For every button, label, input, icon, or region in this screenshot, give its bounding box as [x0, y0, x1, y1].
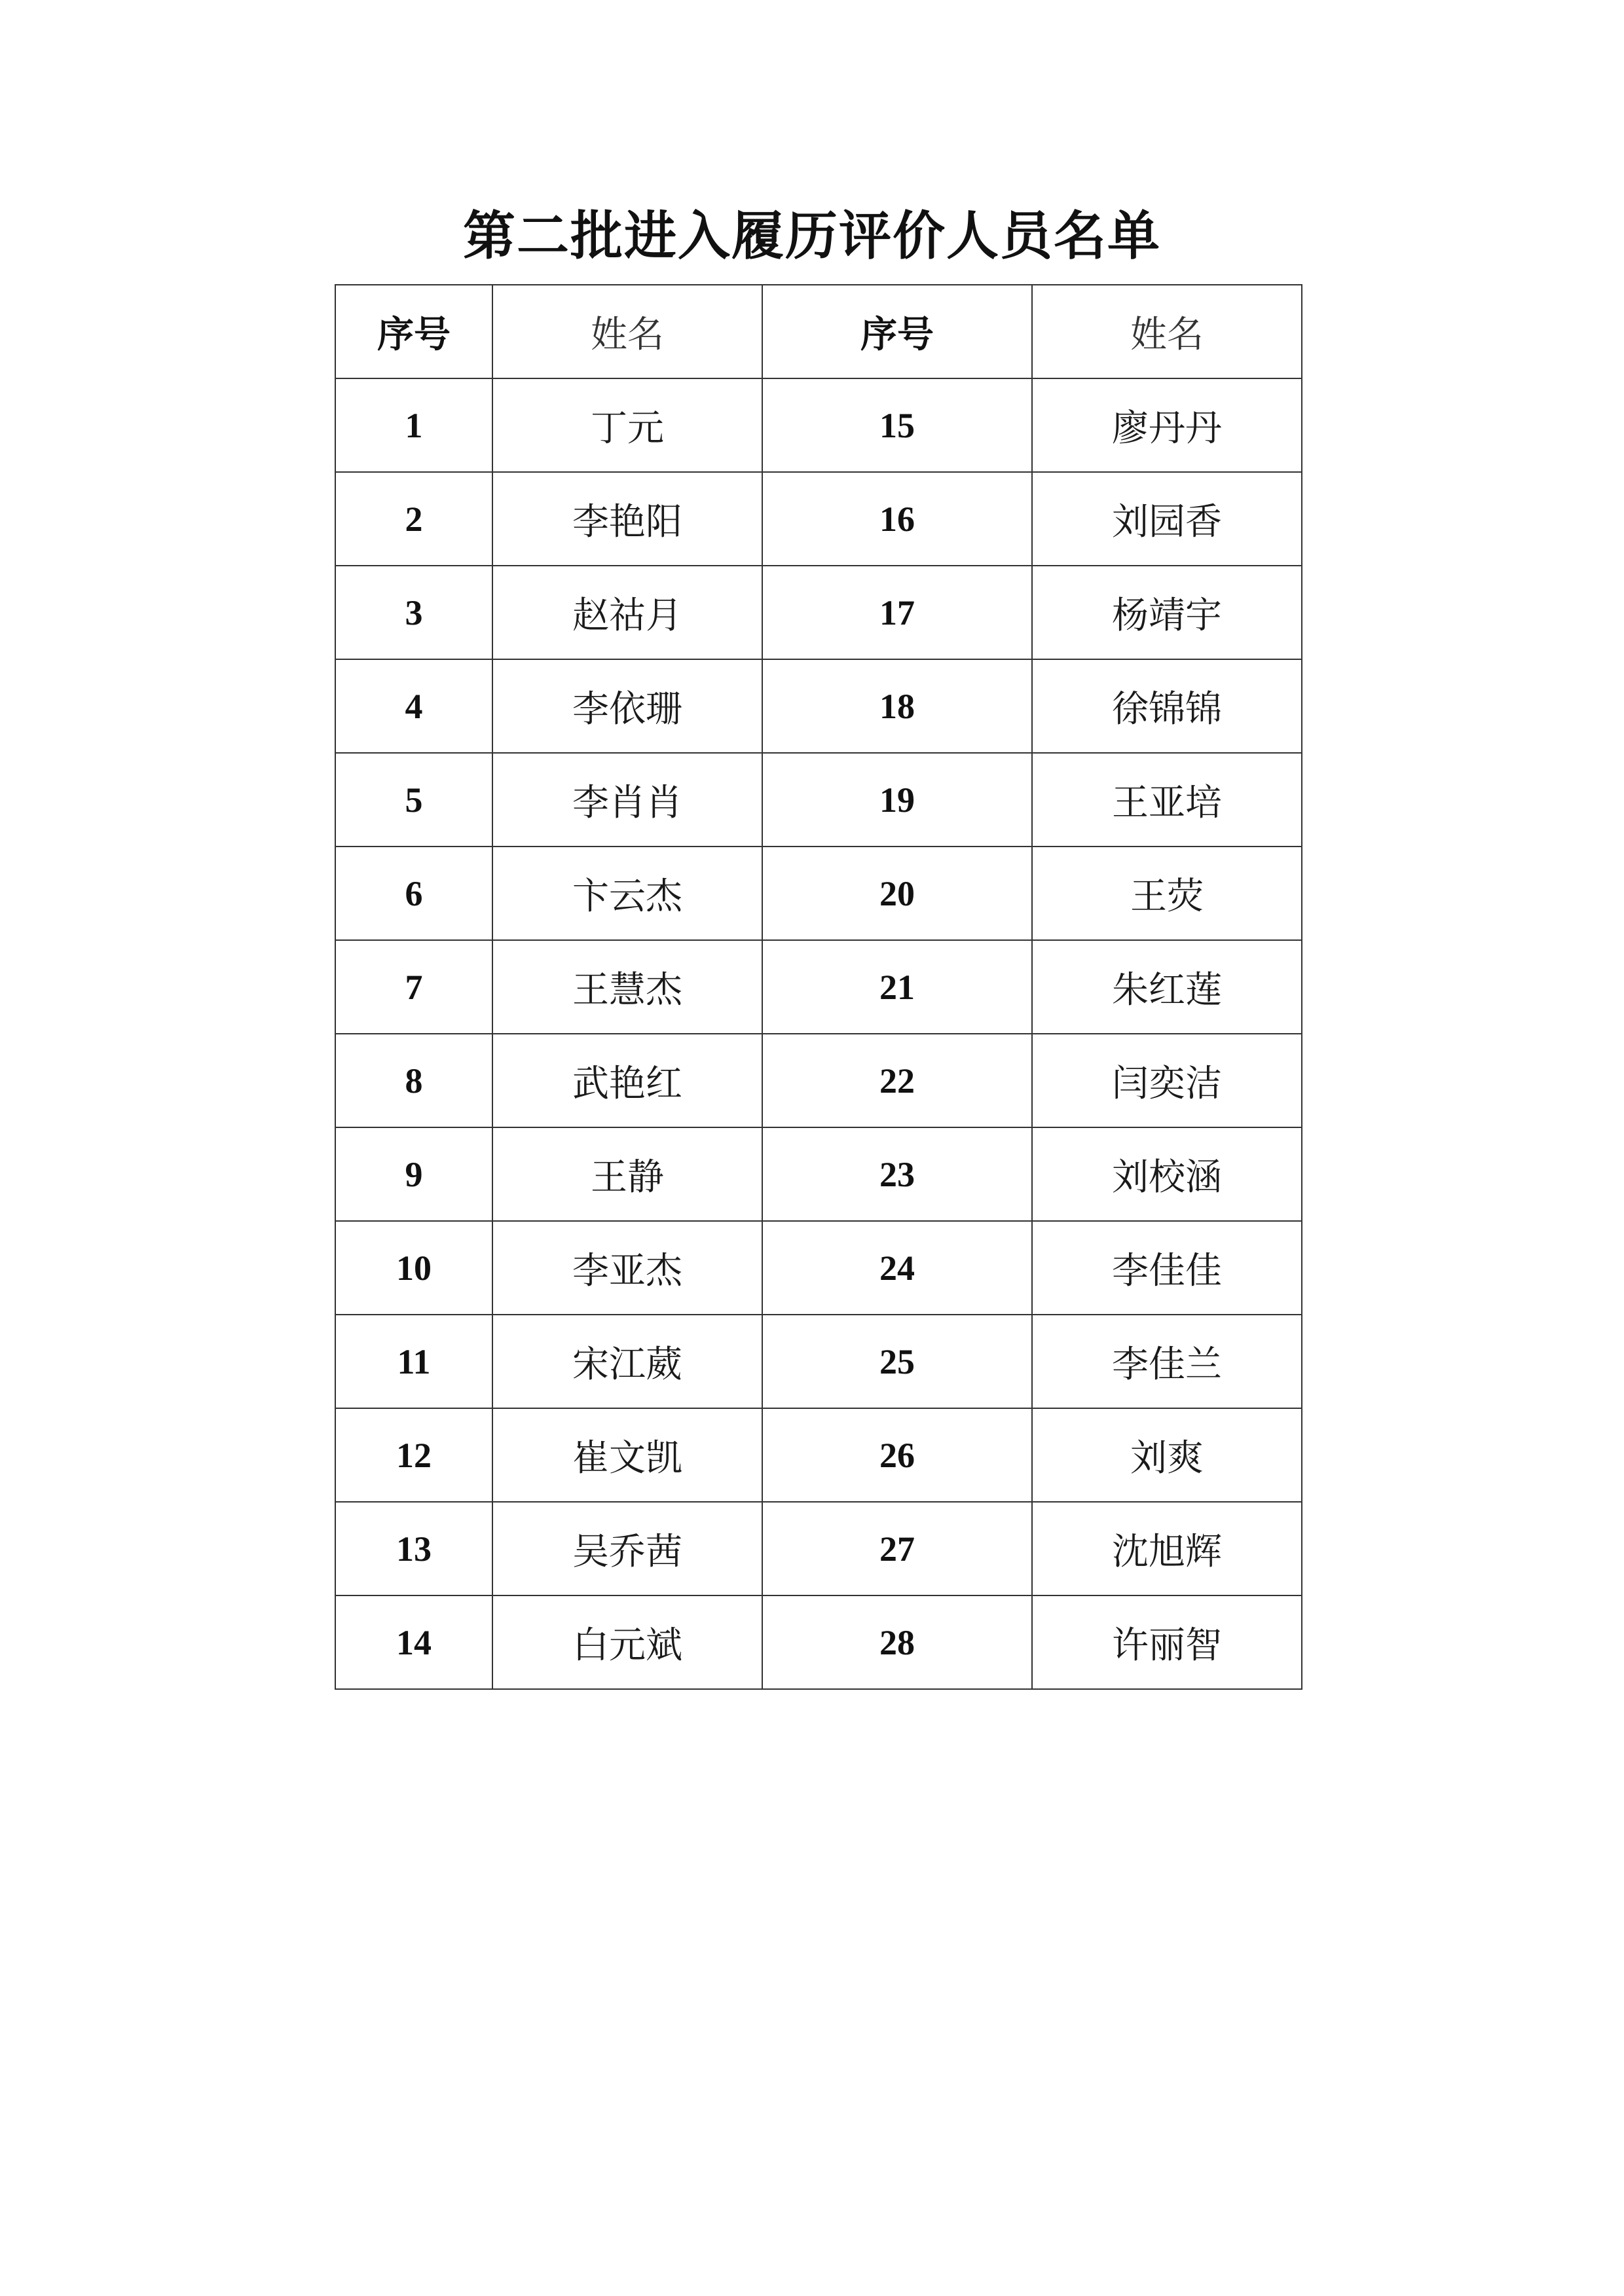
serial-number-right: 21	[762, 940, 1032, 1034]
serial-number-right: 23	[762, 1127, 1032, 1221]
person-name-left: 李肖肖	[492, 753, 762, 847]
serial-number-right: 26	[762, 1408, 1032, 1502]
person-name-right: 李佳兰	[1032, 1315, 1302, 1408]
serial-number-right: 19	[762, 753, 1032, 847]
person-name-right: 朱红莲	[1032, 940, 1302, 1034]
person-name-left: 李亚杰	[492, 1221, 762, 1315]
header-serial-left: 序号	[335, 285, 492, 378]
header-name-left: 姓名	[492, 285, 762, 378]
header-serial-right: 序号	[762, 285, 1032, 378]
page-title: 第二批进入履历评价人员名单	[463, 205, 1161, 266]
serial-number-right: 18	[762, 659, 1032, 753]
person-name-right: 刘园香	[1032, 472, 1302, 566]
person-name-right: 廖丹丹	[1032, 378, 1302, 472]
table-row	[335, 847, 1302, 940]
person-name-left: 吴乔茜	[492, 1502, 762, 1595]
table-row	[335, 1221, 1302, 1315]
person-name-right: 杨靖宇	[1032, 566, 1302, 659]
serial-number-left: 14	[335, 1595, 492, 1689]
person-name-left: 崔文凯	[492, 1408, 762, 1502]
table-row	[335, 472, 1302, 566]
table-row	[335, 1315, 1302, 1408]
serial-number-right: 25	[762, 1315, 1032, 1408]
header-name-right: 姓名	[1032, 285, 1302, 378]
serial-number-left: 12	[335, 1408, 492, 1502]
person-name-right: 徐锦锦	[1032, 659, 1302, 753]
serial-number-right: 20	[762, 847, 1032, 940]
person-name-left: 丁元	[492, 378, 762, 472]
table-row	[335, 378, 1302, 472]
serial-number-left: 7	[335, 940, 492, 1034]
table-row	[335, 1034, 1302, 1127]
table-row	[335, 659, 1302, 753]
person-name-left: 李依珊	[492, 659, 762, 753]
person-name-right: 王荧	[1032, 847, 1302, 940]
serial-number-left: 10	[335, 1221, 492, 1315]
table-row	[335, 940, 1302, 1034]
serial-number-right: 17	[762, 566, 1032, 659]
person-name-left: 白元斌	[492, 1595, 762, 1689]
table-body	[335, 378, 1302, 1689]
serial-number-right: 24	[762, 1221, 1032, 1315]
table-row	[335, 1502, 1302, 1595]
person-name-right: 许丽智	[1032, 1595, 1302, 1689]
serial-number-left: 11	[335, 1315, 492, 1408]
table-row	[335, 753, 1302, 847]
person-name-left: 王静	[492, 1127, 762, 1221]
serial-number-left: 2	[335, 472, 492, 566]
table-row	[335, 1408, 1302, 1502]
serial-number-left: 4	[335, 659, 492, 753]
serial-number-right: 22	[762, 1034, 1032, 1127]
person-name-left: 赵祜月	[492, 566, 762, 659]
table-row	[335, 1595, 1302, 1689]
serial-number-right: 27	[762, 1502, 1032, 1595]
serial-number-left: 9	[335, 1127, 492, 1221]
serial-number-left: 1	[335, 378, 492, 472]
person-name-right: 刘校涵	[1032, 1127, 1302, 1221]
serial-number-left: 13	[335, 1502, 492, 1595]
person-name-left: 王慧杰	[492, 940, 762, 1034]
serial-number-left: 8	[335, 1034, 492, 1127]
table-row	[335, 1127, 1302, 1221]
person-name-right: 闫奕洁	[1032, 1034, 1302, 1127]
serial-number-left: 3	[335, 566, 492, 659]
table-header-row	[335, 285, 1302, 378]
person-name-right: 沈旭辉	[1032, 1502, 1302, 1595]
serial-number-right: 15	[762, 378, 1032, 472]
person-name-left: 李艳阳	[492, 472, 762, 566]
serial-number-left: 5	[335, 753, 492, 847]
serial-number-right: 16	[762, 472, 1032, 566]
person-name-right: 王亚培	[1032, 753, 1302, 847]
person-name-left: 宋江葳	[492, 1315, 762, 1408]
serial-number-right: 28	[762, 1595, 1032, 1689]
serial-number-left: 6	[335, 847, 492, 940]
person-name-left: 武艳红	[492, 1034, 762, 1127]
table-row	[335, 566, 1302, 659]
person-name-left: 卞云杰	[492, 847, 762, 940]
personnel-table	[335, 284, 1302, 1690]
person-name-right: 李佳佳	[1032, 1221, 1302, 1315]
person-name-right: 刘爽	[1032, 1408, 1302, 1502]
